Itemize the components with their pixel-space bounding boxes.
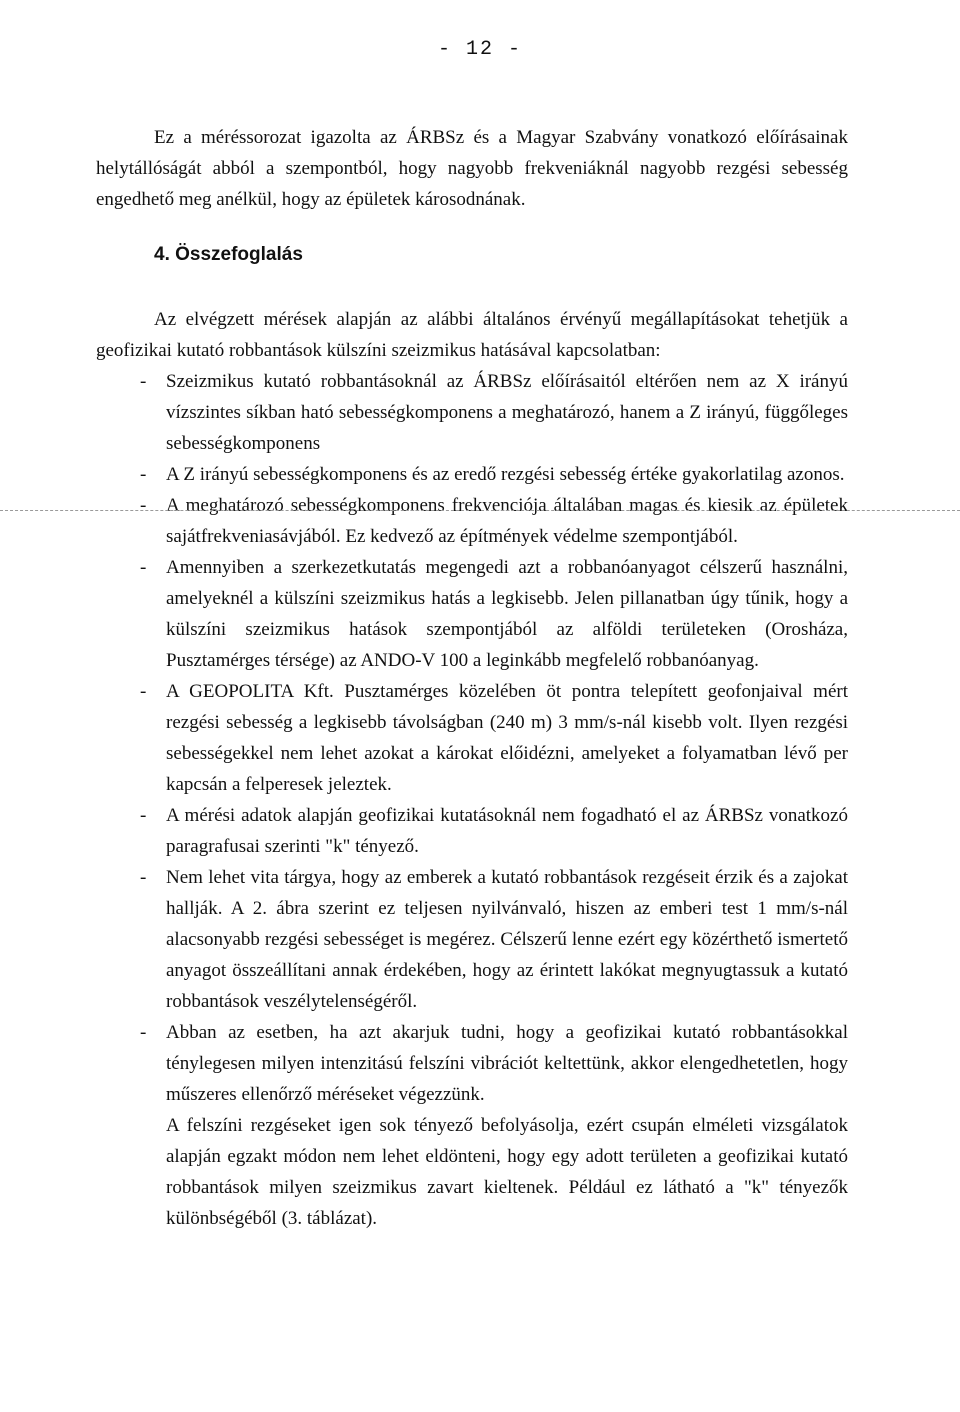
list-marker: - [140,681,147,702]
intro-section [96,122,848,215]
list-item-text: Abban az esetben, ha azt akarjuk tudni, hogy a geofizikai kutató robbantásokkal ténylegesen milyen intenzitású felszíni vibrációt keltettünk, akkor elengedhetetlen, hogy műszeres ellenőrző méréseket végezzünk. [166,1022,848,1105]
page-number: - 12 - [437,38,522,61]
list-item-text: A meghatározó sebességkomponens frekvenciója általában magas és kiesik az épületek sajátfrekveniasávjából. Ez kedvező az építmények védelme szempontjából. [166,495,848,547]
list-marker: - [140,495,147,516]
list-item [96,862,848,1017]
list-item [96,459,848,490]
list-item [96,800,848,862]
list-item-text: Szeizmikus kutató robbantásoknál az ÁRBSz előírásaitól eltérően nem az X irányú vízszintes síkban ható sebességkomponens a meghatározó, hanem a Z irányú, függőleges sebességkomponens [166,371,848,454]
intro-paragraph: Ez a méréssorozat igazolta az ÁRBSz és a Magyar Szabvány vonatkozó előírásainak helytállóságát abból a szempontból, hogy nagyobb frekveniáknál nagyobb rezgési sebesség engedhető meg anélkül, hogy az épületek károsodnának. [96,127,848,210]
list-item [96,676,848,800]
list-item [96,366,848,459]
list-item-text: A mérési adatok alapján geofizikai kutatásoknál nem fogadható el az ÁRBSz vonatkozó paragrafusai szerinti "k" tényező. [166,805,848,857]
list-marker: - [140,464,147,485]
scan-artifact-line [0,510,960,511]
closing-paragraph: A felszíni rezgéseket igen sok tényező befolyásolja, ezért csupán elméleti vizsgálatok alapján egzakt módon nem lehet eldönteni, hogy egy adott területen a geofizikai kutató robbantások milyen szeizmikus zavart kieltenek. Például ez látható a "k" tényezők különbségéből (3. táblázat). [166,1115,848,1229]
list-marker: - [140,371,147,392]
list-item-text: A Z irányú sebességkomponens és az eredő rezgési sebesség értéke gyakorlatilag azonos. [166,464,845,485]
summary-intro: Az elvégzett mérések alapján az alábbi általános érvényű megállapításokat tehetjük a geofizikai kutató robbantások külszíni szeizmikus hatásával kapcsolatban: [96,309,848,361]
list-item [96,490,848,552]
list-item [96,1017,848,1110]
list-marker: - [140,1022,147,1043]
findings-list [96,366,848,1110]
list-marker: - [140,805,147,826]
list-item-text: A GEOPOLITA Kft. Pusztamérges közelében öt pontra telepített geofonjaival mért rezgési sebesség a legkisebb távolságban (240 m) 3 mm/s-nál kisebb volt. Ilyen rezgési sebességekkel nem lehet azokat a károkat előidézni, amelyeket a folyamatban lévő per kapcsán a felperesek jeleztek. [166,681,848,795]
list-item [96,552,848,676]
list-marker: - [140,867,147,888]
summary-section [96,304,848,1234]
list-item-text: Nem lehet vita tárgya, hogy az emberek a kutató robbantások rezgéseit érzik és a zajokat hallják. A 2. ábra szerint ez teljesen nyilvánvaló, hiszen az emberi test 1 mm/s-nál alacsonyabb rezgési sebességet is megérez. Célszerű lenne ezért egy közérthető ismertető anyagot összeállítani annak érdekében, hogy az érintett lakókat megnyugtassuk a kutató robbantások veszélytelenségéről. [166,867,848,1012]
list-marker: - [140,557,147,578]
list-item-text: Amennyiben a szerkezetkutatás megengedi azt a robbanóanyagot célszerű használni, amelyeknél a külszíni szeizmikus hatás a legkisebb. Jelen pillanatban úgy tűnik, hogy a külszíni szeizmikus hatások szempontjából az alföldi területeken (Orosháza, Pusztamérges térsége) az ANDO-V 100 a leginkább megfelelő robbanóanyag. [166,557,848,671]
section-heading: 4. Összefoglalás [154,244,303,265]
